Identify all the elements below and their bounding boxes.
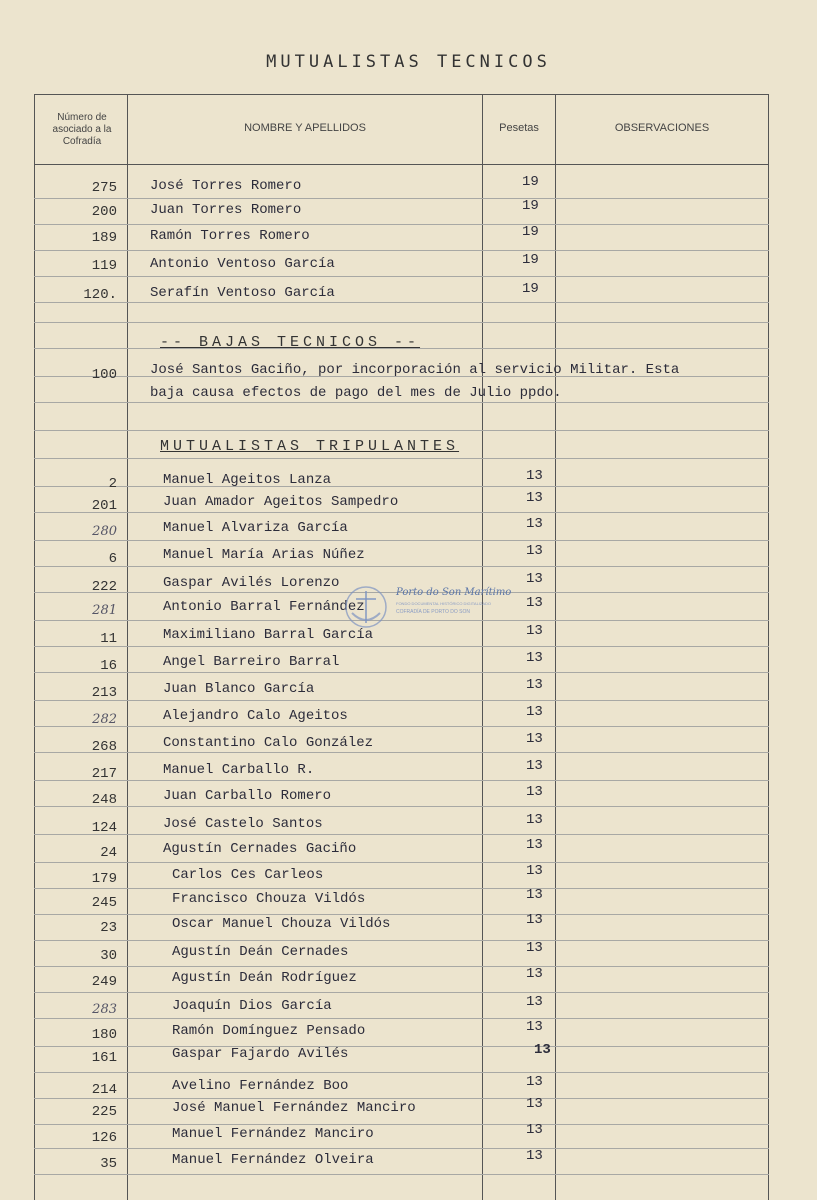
member-pesetas: 13: [526, 1096, 543, 1112]
member-name: Manuel Fernández Manciro: [172, 1126, 374, 1142]
member-pesetas: 13: [526, 516, 543, 532]
member-pesetas: 19: [522, 224, 539, 240]
member-number: 35: [100, 1156, 117, 1172]
member-number: 11: [100, 631, 117, 647]
member-number: 120.: [83, 287, 117, 303]
ruled-line: [34, 566, 769, 567]
member-name: Manuel Fernández Olveira: [172, 1152, 374, 1168]
ruled-line: [34, 276, 769, 277]
member-number: 23: [100, 920, 117, 936]
ruled-line: [34, 512, 769, 513]
member-name: Constantino Calo González: [163, 735, 374, 751]
member-name: Carlos Ces Carleos: [172, 867, 324, 883]
member-name: Manuel Carballo R.: [163, 762, 315, 778]
member-name: Agustín Cernades Gaciño: [163, 841, 357, 857]
member-pesetas: 13: [526, 994, 543, 1010]
member-pesetas: 19: [522, 198, 539, 214]
member-pesetas: 19: [522, 174, 539, 190]
stamp-caption: COFRADÍA DE PORTO DO SON: [396, 609, 470, 615]
member-name: Juan Amador Ageitos Sampedro: [163, 494, 399, 510]
ruled-line: [34, 1124, 769, 1125]
ruled-line: [34, 1018, 769, 1019]
ruled-line: [34, 486, 769, 487]
member-number: 222: [91, 579, 117, 595]
header-bottom-border: [34, 164, 769, 165]
ruled-line: [34, 224, 769, 225]
anchor-icon: [338, 583, 394, 631]
member-name: José Torres Romero: [150, 178, 302, 194]
member-name: Avelino Fernández Boo: [172, 1078, 349, 1094]
member-pesetas: 13: [526, 863, 543, 879]
member-name: José Castelo Santos: [163, 816, 323, 832]
member-number: 124: [91, 820, 117, 836]
ruled-line: [34, 458, 769, 459]
member-name: Serafín Ventoso García: [150, 285, 335, 301]
member-number: 282: [92, 712, 117, 727]
ruled-line: [34, 914, 769, 915]
member-pesetas: 13: [526, 784, 543, 800]
header-number: Número de asociado a la Cofradía: [52, 112, 112, 147]
ruled-line: [34, 198, 769, 199]
member-pesetas: 13: [526, 490, 543, 506]
bajas-number: 100: [91, 367, 117, 383]
archive-watermark: [338, 583, 512, 631]
member-name: Ramón Torres Romero: [150, 228, 310, 244]
member-pesetas: 13: [526, 1019, 543, 1035]
member-name: Juan Torres Romero: [150, 202, 302, 218]
member-number: 126: [91, 1130, 117, 1146]
member-number: 16: [100, 658, 117, 674]
member-name: Manuel Alvariza García: [163, 520, 348, 536]
member-number: 180: [91, 1027, 117, 1043]
member-pesetas: 13: [526, 595, 543, 611]
member-number: 161: [91, 1050, 117, 1066]
member-pesetas: 13: [526, 650, 543, 666]
table-border-left: [34, 94, 35, 1200]
member-pesetas: 13: [526, 758, 543, 774]
member-pesetas: 13: [526, 543, 543, 559]
ruled-line: [34, 302, 769, 303]
member-pesetas: 13: [526, 1148, 543, 1164]
member-number: 2: [108, 476, 117, 492]
header-pesetas: Pesetas: [499, 122, 539, 134]
ruled-line: [34, 322, 769, 323]
member-name: Agustín Deán Cernades: [172, 944, 349, 960]
member-name: Manuel María Arias Núñez: [163, 547, 365, 563]
member-number: 275: [91, 180, 117, 196]
member-number: 281: [92, 603, 117, 618]
member-pesetas: 13: [534, 1042, 551, 1058]
ruled-line: [34, 780, 769, 781]
member-name: Oscar Manuel Chouza Vildós: [172, 916, 391, 932]
member-number: 283: [92, 1002, 117, 1017]
member-name: Maximiliano Barral García: [163, 627, 374, 643]
member-number: 201: [91, 498, 117, 514]
member-number: 280: [92, 524, 117, 539]
member-name: Antonio Ventoso García: [150, 256, 335, 272]
ruled-line: [34, 672, 769, 673]
member-number: 119: [91, 258, 117, 274]
member-number: 225: [91, 1104, 117, 1120]
member-name: Juan Carballo Romero: [163, 788, 332, 804]
member-number: 24: [100, 845, 117, 861]
member-number: 245: [91, 895, 117, 911]
stamp-title: Porto do Son Marítimo: [396, 587, 512, 598]
ruled-line: [34, 862, 769, 863]
member-name: Francisco Chouza Vildós: [172, 891, 366, 907]
member-number: 268: [91, 739, 117, 755]
tripulantes-heading: MUTUALISTAS TRIPULANTES: [160, 438, 460, 455]
member-name: Juan Blanco García: [163, 681, 315, 697]
member-name: Joaquín Dios García: [172, 998, 332, 1014]
ruled-line: [34, 1046, 769, 1047]
member-pesetas: 19: [522, 252, 539, 268]
ruled-line: [34, 540, 769, 541]
member-pesetas: 13: [526, 1074, 543, 1090]
member-name: Ramón Domínguez Pensado: [172, 1023, 366, 1039]
member-number: 6: [108, 551, 117, 567]
member-number: 189: [91, 230, 117, 246]
ruled-line: [34, 430, 769, 431]
ruled-line: [34, 1174, 769, 1175]
member-number: 30: [100, 948, 117, 964]
member-pesetas: 13: [526, 623, 543, 639]
member-pesetas: 13: [526, 966, 543, 982]
member-name: Angel Barreiro Barral: [163, 654, 340, 670]
ruled-line: [34, 402, 769, 403]
member-pesetas: 13: [526, 837, 543, 853]
member-number: 213: [91, 685, 117, 701]
header-observations: OBSERVACIONES: [614, 122, 710, 134]
ruled-line: [34, 250, 769, 251]
member-pesetas: 13: [526, 940, 543, 956]
member-number: 217: [91, 766, 117, 782]
column-divider-name: [482, 94, 483, 1200]
member-number: 200: [91, 204, 117, 220]
stamp-subtitle: FONDO DOCUMENTAL HISTÓRICO DIGITALIZADO: [396, 601, 492, 606]
member-number: 214: [91, 1082, 117, 1098]
member-pesetas: 13: [526, 677, 543, 693]
ruled-line: [34, 1098, 769, 1099]
member-pesetas: 13: [526, 571, 543, 587]
ruled-line: [34, 992, 769, 993]
member-name: Agustín Deán Rodríguez: [172, 970, 357, 986]
page-title: MUTUALISTAS TECNICOS: [266, 52, 551, 72]
member-pesetas: 13: [526, 912, 543, 928]
member-name: Alejandro Calo Ageitos: [163, 708, 348, 724]
member-pesetas: 13: [526, 731, 543, 747]
member-number: 248: [91, 792, 117, 808]
member-pesetas: 13: [526, 704, 543, 720]
ruled-line: [34, 940, 769, 941]
ruled-line: [34, 834, 769, 835]
table-border-right: [768, 94, 769, 1200]
member-name: Manuel Ageitos Lanza: [163, 472, 332, 488]
bajas-text-line-1: José Santos Gaciño, por incorporación al servicio Militar. Esta: [150, 362, 680, 378]
ruled-line: [34, 1072, 769, 1073]
ruled-line: [34, 888, 769, 889]
bajas-text-line-2: baja causa efectos de pago del mes de Julio ppdo.: [150, 385, 562, 401]
member-pesetas: 13: [526, 1122, 543, 1138]
member-name: José Manuel Fernández Manciro: [172, 1100, 416, 1116]
column-divider-number: [127, 94, 128, 1200]
header-name: NOMBRE Y APELLIDOS: [244, 122, 366, 134]
member-number: 179: [91, 871, 117, 887]
member-pesetas: 13: [526, 812, 543, 828]
column-divider-pesetas: [555, 94, 556, 1200]
bajas-heading: -- BAJAS TECNICOS --: [160, 334, 421, 351]
ruled-line: [34, 1148, 769, 1149]
ruled-line: [34, 806, 769, 807]
table-top-border: [34, 94, 769, 95]
ruled-line: [34, 726, 769, 727]
member-number: 249: [91, 974, 117, 990]
ruled-line: [34, 700, 769, 701]
ruled-line: [34, 646, 769, 647]
ruled-line: [34, 966, 769, 967]
member-name: Gaspar Fajardo Avilés: [172, 1046, 349, 1062]
ruled-line: [34, 752, 769, 753]
member-name: Gaspar Avilés Lorenzo: [163, 575, 340, 591]
member-pesetas: 13: [526, 468, 543, 484]
member-pesetas: 13: [526, 887, 543, 903]
member-pesetas: 19: [522, 281, 539, 297]
member-name: Antonio Barral Fernández: [163, 599, 365, 615]
